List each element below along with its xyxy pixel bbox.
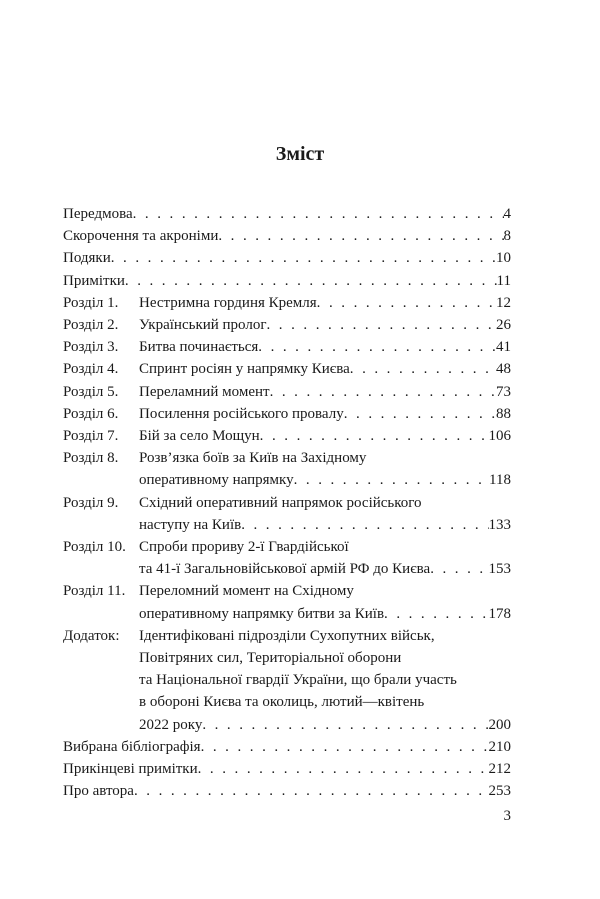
toc-entry-body bbox=[139, 381, 511, 403]
toc-chapter-number: Розділ 8. bbox=[63, 450, 119, 467]
toc-entry-title: Спринт росіян у напрямку Києва bbox=[139, 361, 350, 378]
toc-entry[interactable] bbox=[63, 492, 511, 536]
toc-entry-title: Спроби прориву 2-ї Гвардійської bbox=[139, 539, 349, 556]
toc-page-number: 133 bbox=[488, 516, 511, 533]
toc-page-number: 118 bbox=[489, 472, 511, 489]
toc-chapter-number: Додаток: bbox=[63, 627, 120, 644]
toc-chapter-number: Розділ 5. bbox=[63, 383, 119, 400]
toc-page-number: 12 bbox=[496, 294, 511, 311]
toc-entry-title: Нестримна гординя Кремля bbox=[139, 294, 317, 311]
dot-leader bbox=[133, 203, 504, 225]
toc-entry[interactable] bbox=[63, 292, 511, 314]
toc-entry[interactable] bbox=[63, 381, 511, 403]
toc-entry-title: оперативному напрямку битви за Київ bbox=[139, 605, 385, 622]
toc-entry-body bbox=[139, 314, 511, 336]
toc-entry-title: Східний оперативний напрямок російського bbox=[139, 494, 422, 511]
toc-entry-title: 2022 року bbox=[139, 716, 203, 733]
toc-entry-body bbox=[139, 580, 511, 624]
toc-entry-body bbox=[139, 625, 511, 736]
toc-entry[interactable] bbox=[63, 247, 511, 269]
toc-page-number: 10 bbox=[496, 250, 511, 267]
dot-leader bbox=[350, 358, 496, 380]
toc-page-number: 41 bbox=[496, 339, 511, 356]
dot-leader bbox=[267, 314, 497, 336]
toc-entry[interactable] bbox=[63, 780, 511, 802]
toc-entry-title: та 41-ї Загальновійськової армій РФ до Києва bbox=[139, 561, 431, 578]
toc-page-number: 153 bbox=[488, 561, 511, 578]
toc-page-number: 253 bbox=[488, 783, 511, 800]
toc-entry-title: Бій за село Мощун bbox=[139, 428, 260, 445]
dot-leader bbox=[134, 780, 489, 802]
toc-entry[interactable] bbox=[63, 625, 511, 736]
toc-entry-title: Вибрана бібліографія bbox=[63, 738, 201, 755]
toc-entry-title: в обороні Києва та околиць, лютий—квітень bbox=[139, 694, 425, 711]
toc-entry-title: Про автора bbox=[63, 783, 134, 800]
toc-chapter-number: Розділ 2. bbox=[63, 317, 119, 334]
toc-entry-title: Повітряних сил, Територіальної оборони bbox=[139, 650, 402, 667]
dot-leader bbox=[384, 603, 488, 625]
toc-entry-body bbox=[139, 425, 511, 447]
dot-leader bbox=[260, 425, 489, 447]
toc-page-number: 73 bbox=[496, 383, 511, 400]
dot-leader bbox=[201, 736, 489, 758]
dot-leader bbox=[241, 514, 488, 536]
toc-entry-body bbox=[139, 492, 511, 536]
toc-entry[interactable] bbox=[63, 536, 511, 580]
toc-entry[interactable] bbox=[63, 203, 511, 225]
toc-chapter-number: Розділ 11. bbox=[63, 583, 126, 600]
toc-entry-title: наступу на Київ bbox=[139, 516, 242, 533]
toc-chapter-number: Розділ 10. bbox=[63, 539, 126, 556]
toc-page-number: 48 bbox=[496, 361, 511, 378]
dot-leader bbox=[294, 469, 489, 491]
toc-chapter-number: Розділ 4. bbox=[63, 361, 119, 378]
toc-entry-title: Розв’язка боїв за Київ на Західному bbox=[139, 450, 367, 467]
toc-entry-body bbox=[139, 403, 511, 425]
dot-leader bbox=[430, 558, 488, 580]
toc-entry-title: та Національної гвардії України, що брали участь bbox=[139, 672, 457, 689]
toc-entry[interactable] bbox=[63, 758, 511, 780]
toc-chapter-number: Розділ 6. bbox=[63, 405, 119, 422]
toc-page-number: 106 bbox=[488, 428, 511, 445]
toc-page-number: 11 bbox=[496, 272, 511, 289]
toc-entry-title: Подяки bbox=[63, 250, 111, 267]
toc-entry-title: Передмова bbox=[63, 206, 133, 222]
toc-entry-title: Посилення російського провалу bbox=[139, 405, 344, 422]
toc-entry-body bbox=[139, 358, 511, 380]
toc-page-number: 212 bbox=[488, 761, 511, 778]
toc-page-number: 210 bbox=[488, 738, 511, 755]
toc-entry[interactable] bbox=[63, 736, 511, 758]
toc-entry-body bbox=[139, 536, 511, 580]
toc-entry[interactable] bbox=[63, 358, 511, 380]
toc-entry[interactable] bbox=[63, 314, 511, 336]
toc-entry-title: Примітки bbox=[63, 272, 125, 289]
toc-entry-body bbox=[139, 336, 511, 358]
toc-page-number: 4 bbox=[503, 206, 511, 222]
toc-entry-body bbox=[139, 447, 511, 491]
toc-page-number: 26 bbox=[496, 317, 511, 334]
toc-entry-title: Переломний момент на Східному bbox=[139, 583, 354, 600]
toc-entry-title: оперативному напрямку bbox=[139, 472, 294, 489]
toc-entry-title: Переламний момент bbox=[139, 383, 270, 400]
toc-entry-title: Битва починається bbox=[139, 339, 259, 356]
dot-leader bbox=[198, 758, 489, 780]
toc-entry[interactable] bbox=[63, 225, 511, 247]
dot-leader bbox=[202, 714, 488, 736]
table-of-contents bbox=[63, 203, 511, 802]
toc-page-number: 88 bbox=[496, 405, 511, 422]
toc-page-number: 200 bbox=[488, 716, 511, 733]
toc-entry[interactable] bbox=[63, 580, 511, 624]
toc-chapter-number: Розділ 1. bbox=[63, 294, 119, 311]
toc-entry-title: Ідентифіковані підрозділи Сухопутних військ, bbox=[139, 627, 435, 644]
dot-leader bbox=[125, 270, 497, 292]
toc-entry-title: Український пролог bbox=[139, 317, 267, 334]
toc-page-number: 8 bbox=[503, 228, 511, 245]
toc-entry-title: Прикінцеві примітки bbox=[63, 761, 198, 778]
page-number: 3 bbox=[503, 808, 511, 824]
toc-entry-title: Скорочення та акроніми bbox=[63, 228, 219, 245]
toc-chapter-number: Розділ 3. bbox=[63, 339, 119, 356]
page-title: Зміст bbox=[275, 143, 325, 165]
toc-entry[interactable] bbox=[63, 336, 511, 358]
toc-entry[interactable] bbox=[63, 447, 511, 491]
dot-leader bbox=[258, 336, 496, 358]
dot-leader bbox=[344, 403, 496, 425]
toc-chapter-number: Розділ 9. bbox=[63, 494, 119, 511]
toc-page-number: 178 bbox=[488, 605, 511, 622]
toc-entry-body bbox=[139, 292, 511, 314]
toc-entry[interactable] bbox=[63, 403, 511, 425]
dot-leader bbox=[317, 292, 496, 314]
toc-entry[interactable] bbox=[63, 425, 511, 447]
dot-leader bbox=[111, 247, 496, 269]
toc-entry[interactable] bbox=[63, 270, 511, 292]
dot-leader bbox=[218, 225, 503, 247]
dot-leader bbox=[270, 381, 496, 403]
toc-chapter-number: Розділ 7. bbox=[63, 428, 119, 445]
